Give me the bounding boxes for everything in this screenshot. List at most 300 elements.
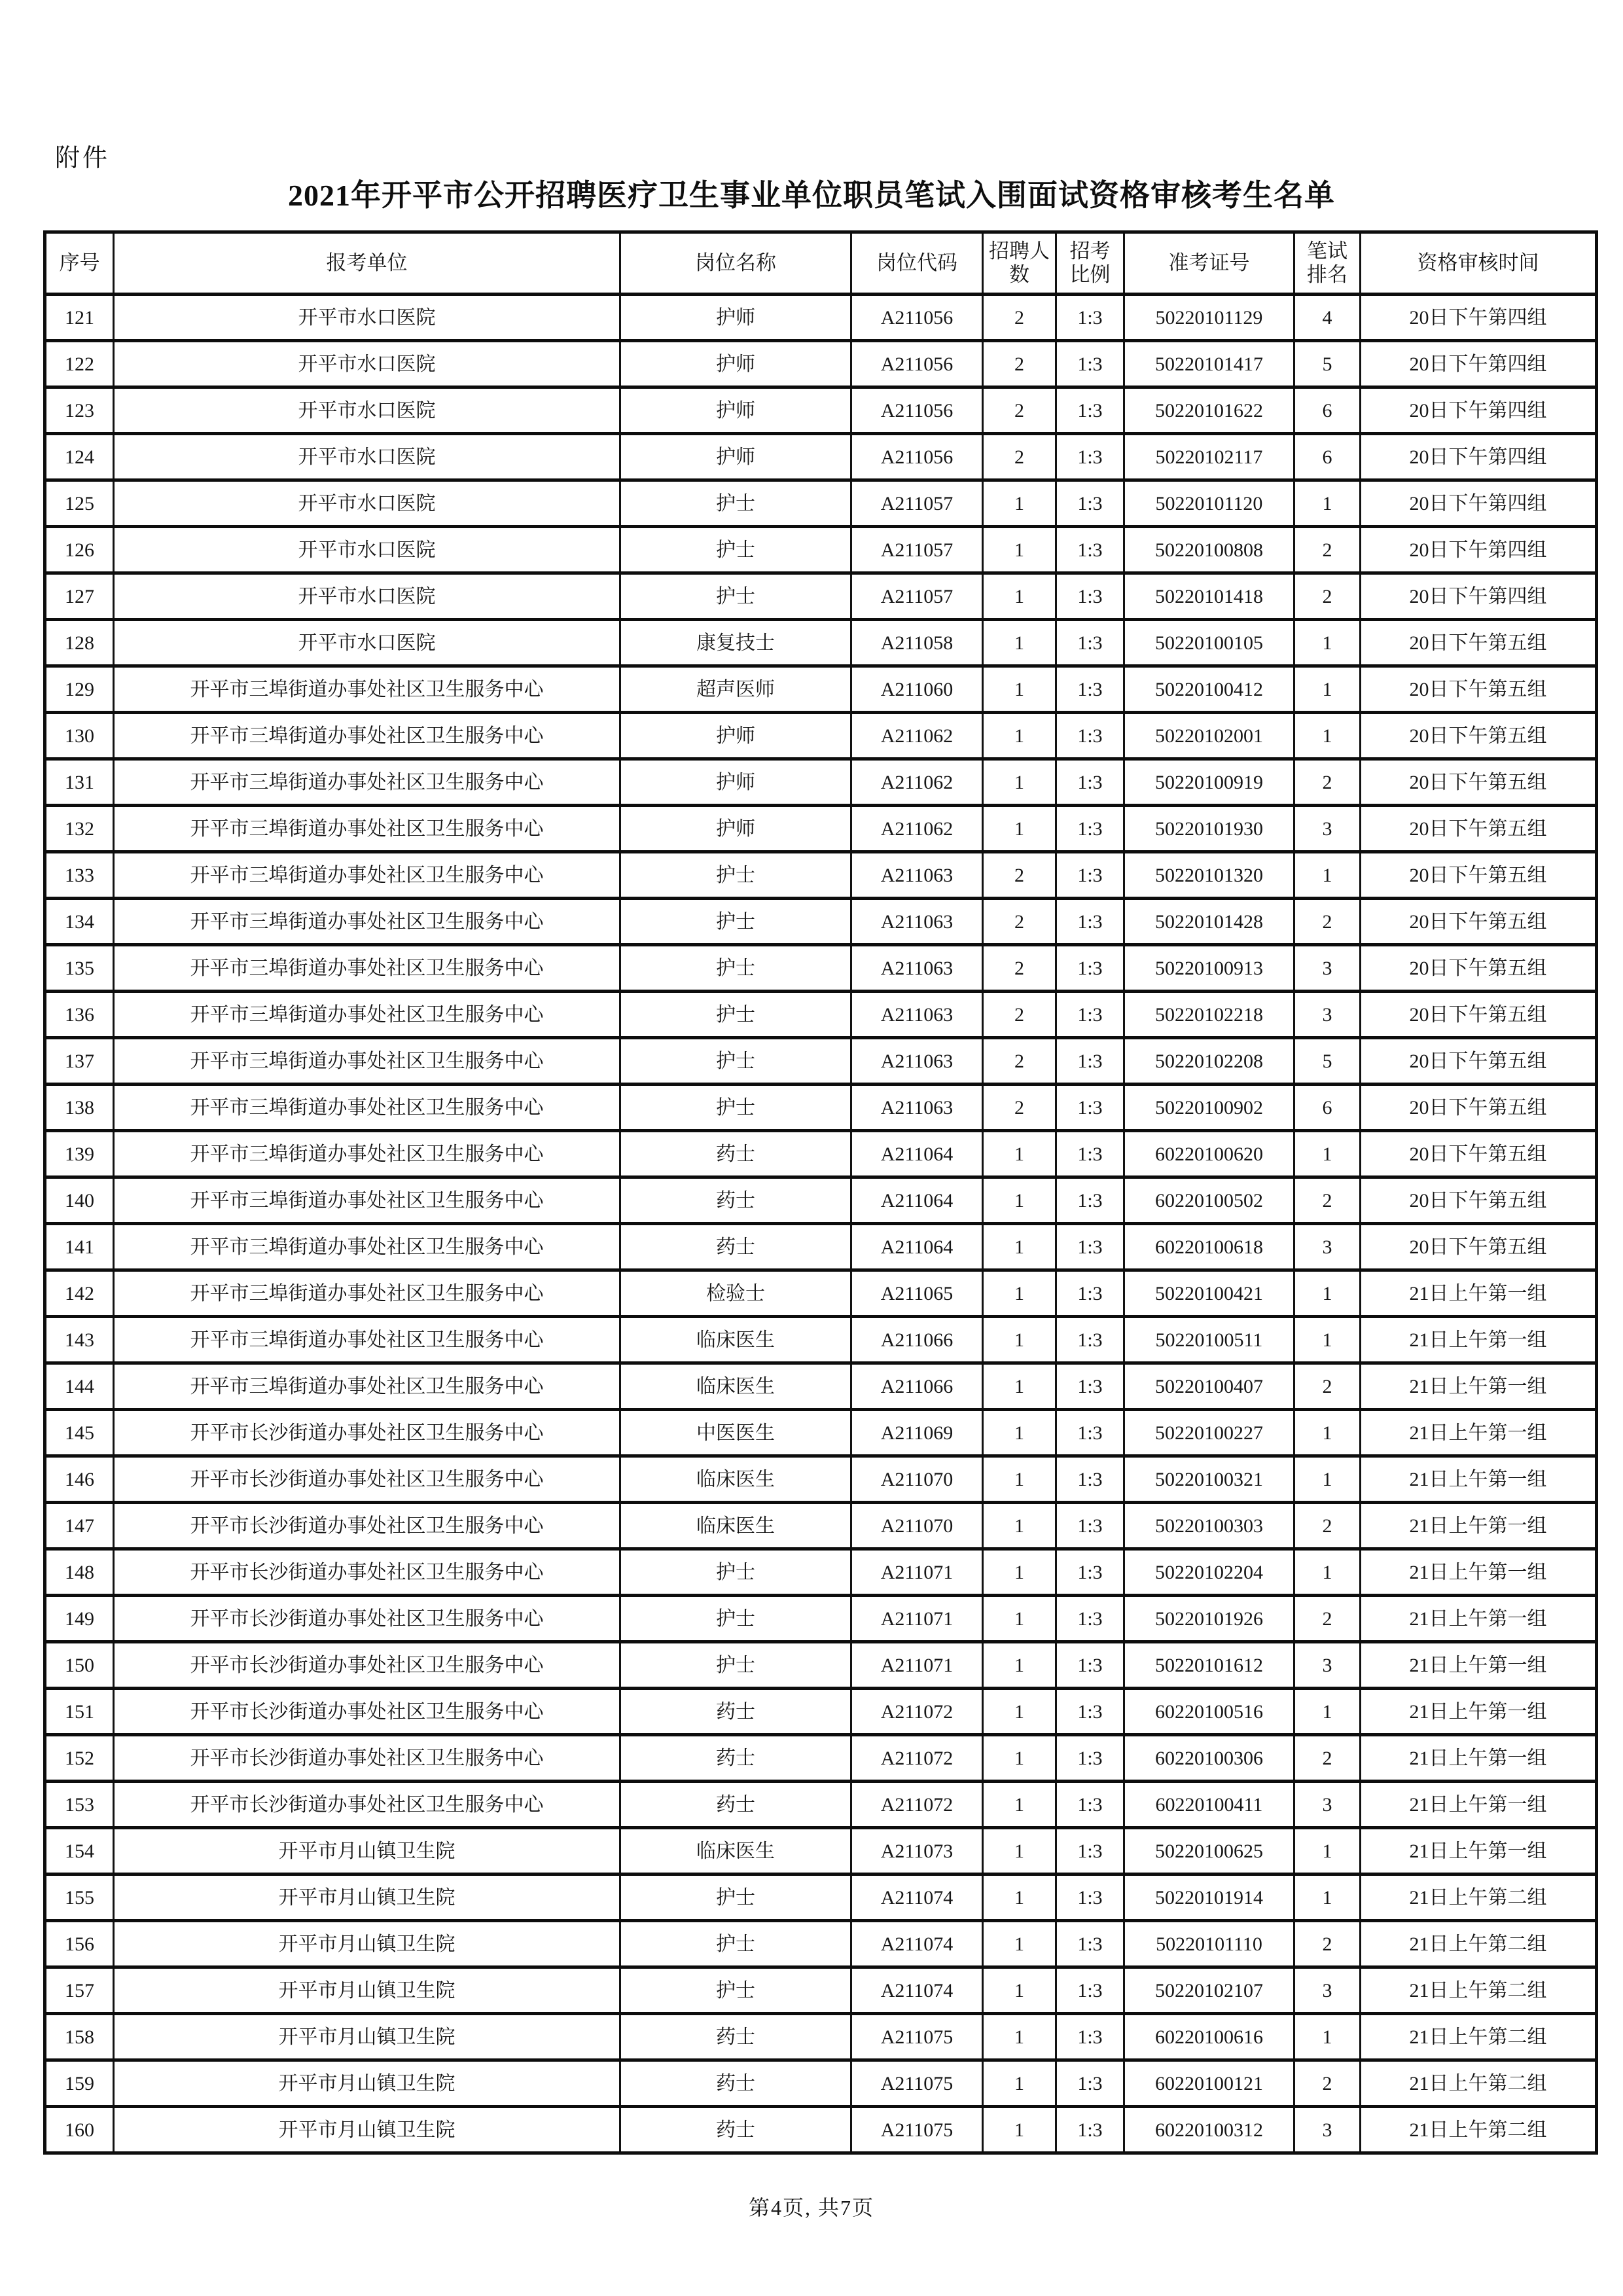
column-header-ticket-number: 准考证号 [1124,232,1294,295]
table-row [45,1363,1597,1410]
cell-code: A211063 [851,992,983,1038]
cell-recruit-count: 1 [983,1735,1056,1782]
cell-unit: 开平市三埠街道办事处社区卫生服务中心 [114,806,620,852]
cell-position: 超声医师 [620,666,851,713]
cell-review-time: 20日下午第五组 [1361,992,1597,1038]
cell-ratio: 1:3 [1056,1270,1124,1317]
table-row [45,899,1597,945]
cell-code: A211074 [851,1967,983,2014]
cell-position: 护师 [620,295,851,341]
cell-ratio: 1:3 [1056,2014,1124,2060]
cell-position: 临床医生 [620,1503,851,1549]
cell-position: 护士 [620,1874,851,1921]
cell-rank: 2 [1294,573,1361,620]
cell-no: 126 [45,527,114,573]
cell-unit: 开平市长沙街道办事处社区卫生服务中心 [114,1503,620,1549]
cell-code: A211069 [851,1410,983,1456]
cell-review-time: 20日下午第四组 [1361,295,1597,341]
cell-position: 护师 [620,806,851,852]
cell-recruit-count: 1 [983,1689,1056,1735]
cell-ticket-number: 60220100312 [1124,2107,1294,2153]
table-row [45,1224,1597,1270]
table-row [45,1503,1597,1549]
cell-position: 护士 [620,573,851,620]
cell-ticket-number: 50220102107 [1124,1967,1294,2014]
cell-position: 药士 [620,1131,851,1177]
cell-no: 150 [45,1642,114,1689]
cell-code: A211056 [851,387,983,434]
attachment-label: 附件 [55,145,111,172]
cell-code: A211075 [851,2060,983,2107]
cell-ratio: 1:3 [1056,1689,1124,1735]
table-row [45,295,1597,341]
cell-recruit-count: 1 [983,1317,1056,1363]
table-row [45,1410,1597,1456]
cell-ratio: 1:3 [1056,2060,1124,2107]
cell-position: 药士 [620,1735,851,1782]
cell-ticket-number: 60220100411 [1124,1782,1294,1828]
cell-recruit-count: 1 [983,620,1056,666]
cell-no: 124 [45,434,114,480]
column-header-position: 岗位名称 [620,232,851,295]
cell-code: A211057 [851,527,983,573]
table-row [45,992,1597,1038]
cell-rank: 3 [1294,1642,1361,1689]
cell-rank: 2 [1294,527,1361,573]
cell-position: 中医医生 [620,1410,851,1456]
cell-no: 153 [45,1782,114,1828]
cell-review-time: 20日下午第五组 [1361,620,1597,666]
cell-review-time: 20日下午第四组 [1361,480,1597,527]
table-row [45,1456,1597,1503]
cell-review-time: 21日上午第一组 [1361,1642,1597,1689]
cell-position: 临床医生 [620,1828,851,1874]
cell-position: 药士 [620,1782,851,1828]
table-row [45,852,1597,899]
table-row [45,480,1597,527]
cell-ticket-number: 50220101622 [1124,387,1294,434]
cell-review-time: 21日上午第一组 [1361,1689,1597,1735]
cell-code: A211074 [851,1921,983,1967]
cell-rank: 1 [1294,1317,1361,1363]
cell-review-time: 21日上午第二组 [1361,2014,1597,2060]
cell-no: 135 [45,945,114,992]
cell-code: A211062 [851,759,983,806]
cell-ratio: 1:3 [1056,666,1124,713]
cell-ticket-number: 50220100625 [1124,1828,1294,1874]
cell-no: 131 [45,759,114,806]
column-header-unit: 报考单位 [114,232,620,295]
cell-position: 护士 [620,1549,851,1596]
cell-ratio: 1:3 [1056,1085,1124,1131]
cell-rank: 6 [1294,387,1361,434]
cell-no: 125 [45,480,114,527]
cell-position: 药士 [620,1689,851,1735]
cell-ratio: 1:3 [1056,1874,1124,1921]
cell-code: A211056 [851,434,983,480]
cell-no: 142 [45,1270,114,1317]
cell-unit: 开平市三埠街道办事处社区卫生服务中心 [114,1038,620,1085]
cell-code: A211066 [851,1363,983,1410]
cell-rank: 3 [1294,1782,1361,1828]
cell-no: 133 [45,852,114,899]
cell-rank: 2 [1294,899,1361,945]
cell-position: 药士 [620,2060,851,2107]
cell-ratio: 1:3 [1056,1967,1124,2014]
cell-recruit-count: 1 [983,1828,1056,1874]
cell-rank: 2 [1294,1596,1361,1642]
table-row [45,1782,1597,1828]
cell-ticket-number: 60220100306 [1124,1735,1294,1782]
table-row [45,2060,1597,2107]
cell-no: 144 [45,1363,114,1410]
cell-rank: 1 [1294,1131,1361,1177]
cell-recruit-count: 1 [983,1874,1056,1921]
cell-ratio: 1:3 [1056,480,1124,527]
cell-unit: 开平市长沙街道办事处社区卫生服务中心 [114,1642,620,1689]
cell-review-time: 21日上午第一组 [1361,1596,1597,1642]
table-row [45,666,1597,713]
cell-rank: 3 [1294,1224,1361,1270]
column-header-recruit-count: 招聘人数 [983,232,1056,295]
page-number: 第4页, 共7页 [748,2196,874,2219]
cell-review-time: 21日上午第一组 [1361,1782,1597,1828]
table-row [45,1038,1597,1085]
cell-ratio: 1:3 [1056,945,1124,992]
cell-ticket-number: 50220100303 [1124,1503,1294,1549]
table-row [45,387,1597,434]
cell-recruit-count: 1 [983,713,1056,759]
cell-position: 药士 [620,1224,851,1270]
cell-no: 132 [45,806,114,852]
cell-code: A211056 [851,341,983,387]
cell-position: 护士 [620,1038,851,1085]
cell-review-time: 21日上午第一组 [1361,1503,1597,1549]
column-header-review-time: 资格审核时间 [1361,232,1597,295]
cell-ratio: 1:3 [1056,1456,1124,1503]
cell-ratio: 1:3 [1056,1038,1124,1085]
table-row [45,1596,1597,1642]
cell-recruit-count: 1 [983,1782,1056,1828]
cell-rank: 2 [1294,1363,1361,1410]
cell-unit: 开平市长沙街道办事处社区卫生服务中心 [114,1410,620,1456]
cell-unit: 开平市三埠街道办事处社区卫生服务中心 [114,992,620,1038]
cell-ratio: 1:3 [1056,1363,1124,1410]
candidate-roster-table [43,230,1598,2155]
cell-no: 154 [45,1828,114,1874]
cell-unit: 开平市三埠街道办事处社区卫生服务中心 [114,1131,620,1177]
cell-ticket-number: 50220100105 [1124,620,1294,666]
cell-unit: 开平市水口医院 [114,387,620,434]
cell-unit: 开平市水口医院 [114,295,620,341]
cell-recruit-count: 1 [983,1549,1056,1596]
cell-unit: 开平市月山镇卫生院 [114,2014,620,2060]
cell-ticket-number: 60220100121 [1124,2060,1294,2107]
cell-unit: 开平市长沙街道办事处社区卫生服务中心 [114,1782,620,1828]
cell-position: 护士 [620,1921,851,1967]
cell-no: 146 [45,1456,114,1503]
cell-review-time: 21日上午第一组 [1361,1270,1597,1317]
cell-rank: 2 [1294,1921,1361,1967]
cell-unit: 开平市三埠街道办事处社区卫生服务中心 [114,899,620,945]
cell-recruit-count: 1 [983,759,1056,806]
cell-position: 护士 [620,480,851,527]
table-row [45,1085,1597,1131]
cell-position: 检验士 [620,1270,851,1317]
cell-code: A211074 [851,1874,983,1921]
table-row [45,620,1597,666]
cell-ratio: 1:3 [1056,620,1124,666]
table-row [45,1967,1597,2014]
table-row [45,1735,1597,1782]
cell-code: A211066 [851,1317,983,1363]
table-row [45,2107,1597,2153]
cell-review-time: 20日下午第五组 [1361,852,1597,899]
cell-code: A211056 [851,295,983,341]
table-row [45,945,1597,992]
cell-ticket-number: 50220101129 [1124,295,1294,341]
cell-review-time: 20日下午第五组 [1361,713,1597,759]
cell-review-time: 20日下午第五组 [1361,666,1597,713]
cell-rank: 3 [1294,945,1361,992]
cell-recruit-count: 1 [983,1596,1056,1642]
cell-recruit-count: 1 [983,480,1056,527]
cell-position: 护师 [620,434,851,480]
cell-review-time: 20日下午第四组 [1361,434,1597,480]
cell-ratio: 1:3 [1056,1410,1124,1456]
cell-ticket-number: 50220101320 [1124,852,1294,899]
cell-no: 141 [45,1224,114,1270]
cell-rank: 1 [1294,1410,1361,1456]
cell-ticket-number: 50220101612 [1124,1642,1294,1689]
cell-unit: 开平市月山镇卫生院 [114,1874,620,1921]
cell-position: 护师 [620,759,851,806]
cell-ratio: 1:3 [1056,295,1124,341]
cell-recruit-count: 2 [983,295,1056,341]
cell-recruit-count: 1 [983,1410,1056,1456]
cell-ratio: 1:3 [1056,387,1124,434]
cell-rank: 4 [1294,295,1361,341]
cell-position: 护士 [620,852,851,899]
cell-code: A211063 [851,899,983,945]
cell-position: 护士 [620,527,851,573]
cell-recruit-count: 1 [983,1967,1056,2014]
cell-position: 临床医生 [620,1363,851,1410]
cell-no: 128 [45,620,114,666]
cell-recruit-count: 1 [983,2060,1056,2107]
cell-position: 护士 [620,1642,851,1689]
cell-ratio: 1:3 [1056,1503,1124,1549]
cell-rank: 2 [1294,1503,1361,1549]
cell-rank: 2 [1294,1177,1361,1224]
cell-code: A211063 [851,852,983,899]
cell-code: A211064 [851,1224,983,1270]
cell-review-time: 20日下午第五组 [1361,1131,1597,1177]
cell-unit: 开平市水口医院 [114,480,620,527]
cell-unit: 开平市月山镇卫生院 [114,2060,620,2107]
cell-code: A211064 [851,1177,983,1224]
cell-code: A211071 [851,1549,983,1596]
cell-recruit-count: 1 [983,1270,1056,1317]
cell-position: 药士 [620,1177,851,1224]
cell-rank: 3 [1294,992,1361,1038]
table-row [45,759,1597,806]
cell-code: A211063 [851,1038,983,1085]
cell-ratio: 1:3 [1056,806,1124,852]
cell-ratio: 1:3 [1056,2107,1124,2153]
table-body [45,295,1597,2153]
cell-ticket-number: 50220100511 [1124,1317,1294,1363]
cell-code: A211072 [851,1735,983,1782]
cell-recruit-count: 1 [983,666,1056,713]
cell-ticket-number: 50220100407 [1124,1363,1294,1410]
cell-rank: 1 [1294,713,1361,759]
cell-position: 护师 [620,341,851,387]
cell-ticket-number: 50220101110 [1124,1921,1294,1967]
cell-ticket-number: 50220101428 [1124,899,1294,945]
table-row [45,1131,1597,1177]
cell-rank: 3 [1294,2107,1361,2153]
cell-ticket-number: 50220101930 [1124,806,1294,852]
cell-ticket-number: 50220100913 [1124,945,1294,992]
cell-ratio: 1:3 [1056,1224,1124,1270]
cell-recruit-count: 1 [983,527,1056,573]
cell-position: 护师 [620,387,851,434]
cell-unit: 开平市三埠街道办事处社区卫生服务中心 [114,1085,620,1131]
cell-ticket-number: 60220100502 [1124,1177,1294,1224]
cell-ratio: 1:3 [1056,1177,1124,1224]
cell-ratio: 1:3 [1056,1596,1124,1642]
cell-code: A211062 [851,806,983,852]
cell-rank: 1 [1294,666,1361,713]
cell-recruit-count: 1 [983,2107,1056,2153]
cell-position: 药士 [620,2107,851,2153]
cell-code: A211071 [851,1642,983,1689]
cell-recruit-count: 1 [983,2014,1056,2060]
table-row [45,2014,1597,2060]
cell-ticket-number: 50220102208 [1124,1038,1294,1085]
cell-review-time: 21日上午第一组 [1361,1735,1597,1782]
table-row [45,1689,1597,1735]
cell-review-time: 20日下午第五组 [1361,806,1597,852]
cell-ratio: 1:3 [1056,899,1124,945]
cell-recruit-count: 2 [983,434,1056,480]
cell-no: 140 [45,1177,114,1224]
cell-unit: 开平市三埠街道办事处社区卫生服务中心 [114,666,620,713]
cell-rank: 3 [1294,1967,1361,2014]
cell-unit: 开平市长沙街道办事处社区卫生服务中心 [114,1596,620,1642]
table-row [45,1828,1597,1874]
cell-position: 临床医生 [620,1317,851,1363]
cell-position: 临床医生 [620,1456,851,1503]
column-header-no: 序号 [45,232,114,295]
cell-code: A211063 [851,1085,983,1131]
column-header-code: 岗位代码 [851,232,983,295]
cell-no: 122 [45,341,114,387]
table-row [45,713,1597,759]
cell-unit: 开平市三埠街道办事处社区卫生服务中心 [114,945,620,992]
cell-unit: 开平市三埠街道办事处社区卫生服务中心 [114,1270,620,1317]
cell-rank: 1 [1294,1549,1361,1596]
cell-rank: 1 [1294,1828,1361,1874]
cell-code: A211072 [851,1782,983,1828]
cell-review-time: 20日下午第五组 [1361,759,1597,806]
column-header-ratio: 招考比例 [1056,232,1124,295]
cell-unit: 开平市月山镇卫生院 [114,2107,620,2153]
cell-no: 155 [45,1874,114,1921]
cell-no: 143 [45,1317,114,1363]
cell-ratio: 1:3 [1056,992,1124,1038]
cell-unit: 开平市三埠街道办事处社区卫生服务中心 [114,1177,620,1224]
cell-unit: 开平市三埠街道办事处社区卫生服务中心 [114,1363,620,1410]
table-row [45,1549,1597,1596]
cell-ratio: 1:3 [1056,759,1124,806]
table-row [45,1642,1597,1689]
table-row [45,1921,1597,1967]
cell-ratio: 1:3 [1056,341,1124,387]
cell-recruit-count: 1 [983,1177,1056,1224]
cell-code: A211064 [851,1131,983,1177]
cell-review-time: 20日下午第四组 [1361,573,1597,620]
cell-review-time: 21日上午第二组 [1361,1921,1597,1967]
cell-no: 136 [45,992,114,1038]
cell-rank: 1 [1294,852,1361,899]
cell-ticket-number: 50220101120 [1124,480,1294,527]
cell-review-time: 20日下午第四组 [1361,387,1597,434]
cell-unit: 开平市长沙街道办事处社区卫生服务中心 [114,1735,620,1782]
cell-unit: 开平市长沙街道办事处社区卫生服务中心 [114,1549,620,1596]
cell-ticket-number: 50220101926 [1124,1596,1294,1642]
cell-unit: 开平市三埠街道办事处社区卫生服务中心 [114,1224,620,1270]
cell-no: 127 [45,573,114,620]
cell-ratio: 1:3 [1056,713,1124,759]
cell-rank: 1 [1294,1456,1361,1503]
column-header-rank: 笔试排名 [1294,232,1361,295]
cell-review-time: 21日上午第一组 [1361,1317,1597,1363]
cell-review-time: 20日下午第五组 [1361,1038,1597,1085]
cell-review-time: 21日上午第一组 [1361,1549,1597,1596]
cell-rank: 1 [1294,1270,1361,1317]
cell-no: 145 [45,1410,114,1456]
cell-recruit-count: 2 [983,387,1056,434]
cell-recruit-count: 2 [983,341,1056,387]
cell-recruit-count: 2 [983,899,1056,945]
table-row [45,341,1597,387]
cell-rank: 6 [1294,434,1361,480]
cell-unit: 开平市三埠街道办事处社区卫生服务中心 [114,1317,620,1363]
cell-recruit-count: 1 [983,1224,1056,1270]
cell-review-time: 21日上午第二组 [1361,1874,1597,1921]
cell-unit: 开平市三埠街道办事处社区卫生服务中心 [114,759,620,806]
cell-no: 147 [45,1503,114,1549]
cell-recruit-count: 2 [983,945,1056,992]
cell-rank: 6 [1294,1085,1361,1131]
cell-code: A211062 [851,713,983,759]
cell-recruit-count: 1 [983,1131,1056,1177]
cell-code: A211073 [851,1828,983,1874]
cell-no: 121 [45,295,114,341]
cell-rank: 1 [1294,480,1361,527]
cell-ticket-number: 60220100516 [1124,1689,1294,1735]
cell-code: A211060 [851,666,983,713]
table-row [45,434,1597,480]
cell-review-time: 20日下午第五组 [1361,1085,1597,1131]
cell-recruit-count: 1 [983,806,1056,852]
cell-rank: 2 [1294,1735,1361,1782]
cell-ticket-number: 50220102218 [1124,992,1294,1038]
cell-ratio: 1:3 [1056,1131,1124,1177]
cell-no: 123 [45,387,114,434]
